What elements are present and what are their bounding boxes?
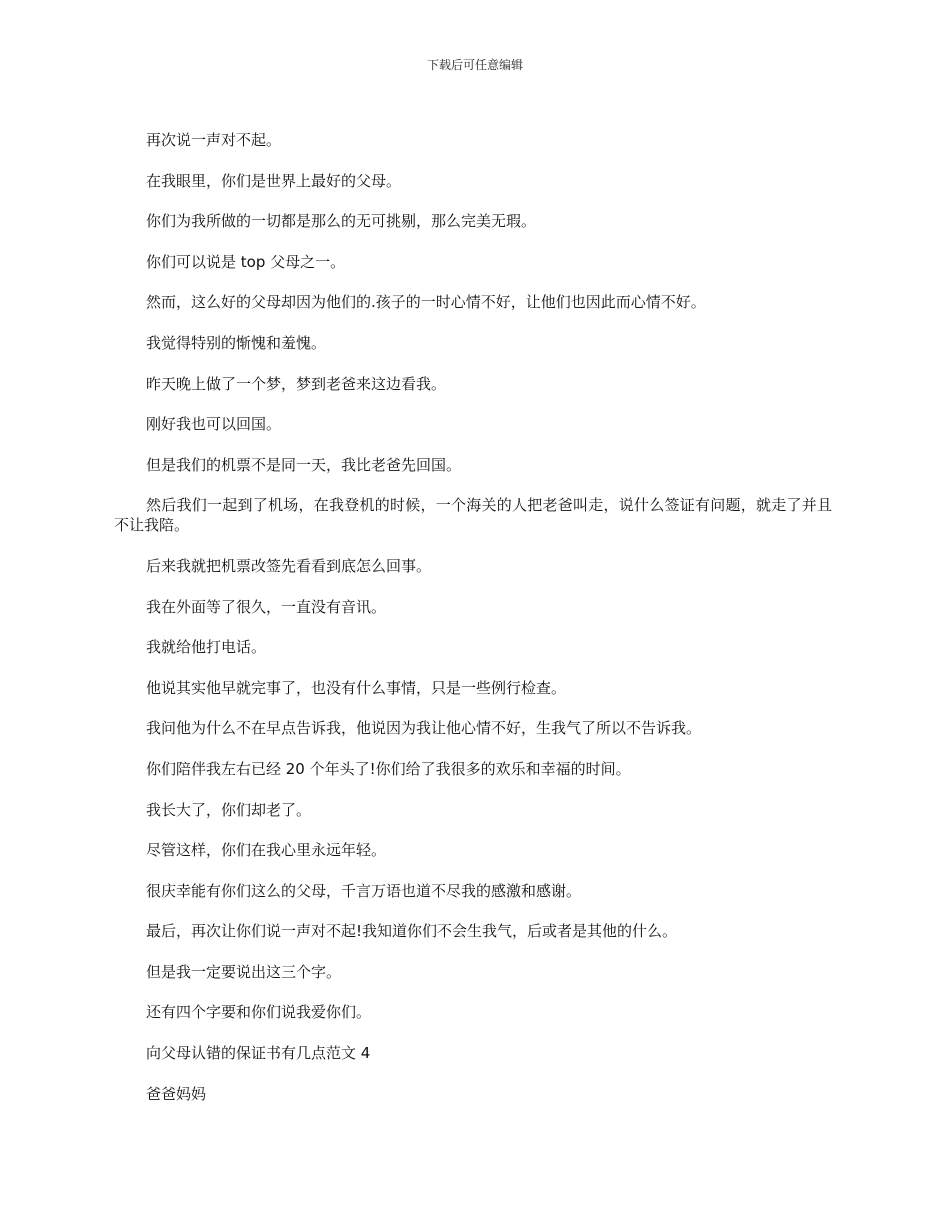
paragraph: 在我眼里，你们是世界上最好的父母。 [146, 171, 402, 190]
paragraph: 昨天晚上做了一个梦，梦到老爸来这边看我。 [146, 374, 447, 393]
paragraph: 我问他为什么不在早点告诉我，他说因为我让他心情不好，生我气了所以不告诉我。 [146, 719, 702, 738]
document-body [114, 130, 832, 1124]
paragraph: 然后我们一起到了机场，在我登机的时候，一个海关的人把老爸叫走，说什么签证有问题，就走了并且不让我陪。 [114, 496, 832, 535]
paragraph: 然而，这么好的父母却因为他们的.孩子的一时心情不好，让他们也因此而心情不好。 [146, 293, 706, 312]
section-title: 向父母认错的保证书有几点范文 4 [146, 1044, 371, 1063]
paragraph: 你们为我所做的一切都是那么的无可挑剔，那么完美无瑕。 [146, 212, 537, 231]
salutation: 爸爸妈妈 [146, 1084, 207, 1103]
paragraph: 我就给他打电话。 [146, 638, 267, 657]
paragraph: 尽管这样，你们在我心里永远年轻。 [146, 841, 387, 860]
paragraph: 你们可以说是 top 父母之一。 [146, 252, 346, 271]
paragraph: 他说其实他早就完事了，也没有什么事情，只是一些例行检查。 [146, 678, 567, 697]
paragraph: 最后，再次让你们说一声对不起!我知道你们不会生我气，后或者是其他的什么。 [146, 922, 678, 941]
paragraph: 我长大了，你们却老了。 [146, 800, 312, 819]
paragraph: 很庆幸能有你们这么的父母，千言万语也道不尽我的感激和感谢。 [146, 881, 582, 900]
paragraph: 再次说一声对不起。 [146, 131, 282, 149]
page-header-note: 下载后可任意编辑 [426, 58, 523, 72]
paragraph: 还有四个字要和你们说我爱你们。 [146, 1003, 372, 1022]
paragraph: 但是我一定要说出这三个字。 [146, 962, 342, 981]
paragraph: 我在外面等了很久，一直没有音讯。 [146, 597, 387, 616]
paragraph: 你们陪伴我左右已经 20 个年头了!你们给了我很多的欢乐和幸福的时间。 [146, 759, 631, 778]
paragraph: 后来我就把机票改签先看看到底怎么回事。 [146, 556, 432, 575]
paragraph: 我觉得特别的惭愧和羞愧。 [146, 333, 327, 352]
paragraph: 刚好我也可以回国。 [146, 415, 282, 434]
paragraph: 但是我们的机票不是同一天，我比老爸先回国。 [146, 455, 462, 474]
